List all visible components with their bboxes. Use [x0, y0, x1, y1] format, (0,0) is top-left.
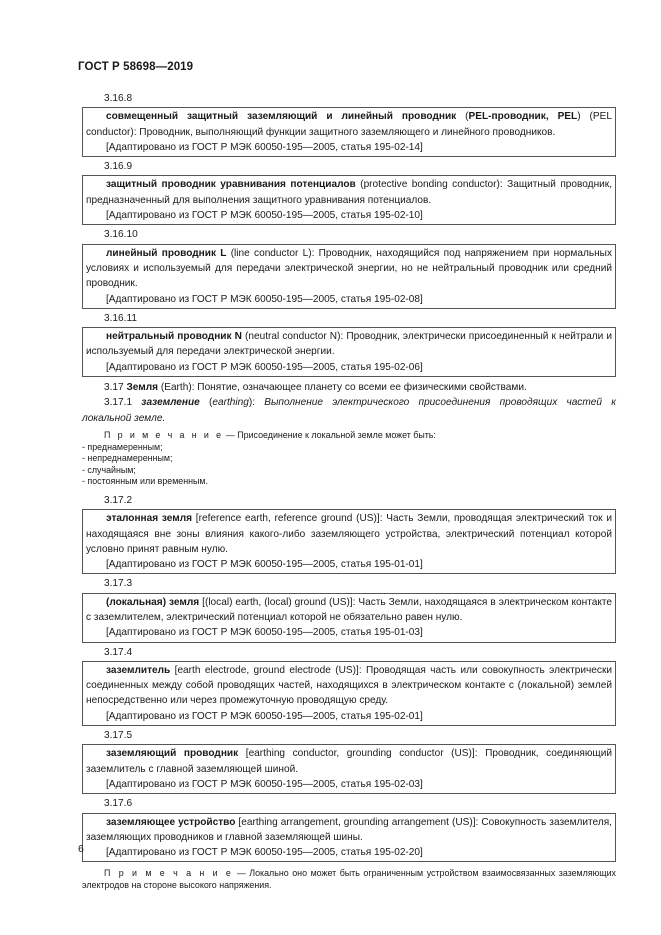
- term-text: : Проводник, соединяющий заземлитель с главной заземляющей шиной.: [86, 748, 613, 775]
- entry-number: 3.17: [104, 382, 124, 394]
- term-definition: [86, 815, 612, 846]
- list-item: - преднамеренным;: [82, 441, 163, 452]
- term-foreign: [earthing conductor, grounding conductor (US)]: [238, 748, 475, 760]
- term-source: [Адаптировано из ГОСТ Р МЭК 60050-195—2005, статья 195-02-06]: [106, 361, 423, 373]
- term-definition: [86, 177, 612, 208]
- term-name: заземляющее устройство: [106, 816, 236, 828]
- term-text: : Совокупность заземлителя, заземляющих проводников и главной заземляющей шины.: [86, 816, 612, 843]
- term-box: [82, 107, 616, 157]
- term-foreign: earthing: [212, 397, 249, 409]
- note-block: [82, 430, 616, 488]
- term-text: : Понятие, означающее планету со всеми ее физическими свойствами.: [191, 382, 527, 394]
- note-label: П р и м е ч а н и е: [104, 868, 234, 879]
- term-punct: ): [577, 111, 581, 123]
- term-name: (локальная) земля: [106, 596, 200, 608]
- term-text: : Часть Земли, проводящая электрический ток и находящаяся вне зоны влияния какого-либо заземляющего устройства, электрический потенциал которой условно принят равным нулю.: [86, 513, 612, 555]
- term-box: [82, 509, 616, 574]
- term-foreign: (line conductor L): [226, 247, 312, 259]
- page-content: [82, 89, 616, 892]
- note-text: — Присоединение к локальной земле может быть:: [223, 429, 436, 440]
- page-number: 6: [78, 843, 84, 855]
- entry-number: 3.17.4: [104, 646, 133, 658]
- term-name: эталонная земля: [106, 513, 193, 525]
- term-foreign: (Earth): [158, 382, 192, 394]
- term-source: [Адаптировано из ГОСТ Р МЭК 60050-195—2005, статья 195-02-20]: [106, 847, 423, 859]
- term-definition: [86, 663, 612, 709]
- term-name: Земля: [126, 382, 159, 394]
- entry-number: 3.16.10: [104, 229, 138, 241]
- list-item: - постоянным или временным.: [82, 476, 208, 487]
- term-abbrev: PEL-проводник, PEL: [468, 111, 578, 123]
- note-label: П р и м е ч а н и е: [104, 429, 224, 440]
- term-foreign: [earth electrode, ground electrode (US)]: [170, 664, 359, 676]
- term-definition: [86, 511, 612, 557]
- term-definition: [86, 595, 612, 626]
- term-text: : Часть Земли, находящаяся в электрическом контакте с заземлителем, электрический потенциал которой не обязательно равен нулю.: [86, 596, 612, 623]
- term-name: заземлитель: [106, 664, 171, 676]
- term-source: [Адаптировано из ГОСТ Р МЭК 60050-195—2005, статья 195-02-14]: [106, 141, 423, 153]
- note-intro: [82, 430, 616, 442]
- term-definition: [86, 746, 612, 777]
- entry-number: 3.17.3: [104, 578, 133, 590]
- term-box: [82, 661, 616, 726]
- note-list: [82, 442, 616, 488]
- note-block: [82, 868, 616, 891]
- term-foreign: [(local) earth, (local) ground (US)]: [199, 596, 353, 608]
- term-text: : Проводник, находящийся под напряжением при нормальных условиях и используемый для передачи электрической энергии, но не нейтральный проводник или средний проводник.: [86, 247, 612, 290]
- term-definition: [86, 329, 612, 360]
- term-name: линейный проводник L: [106, 247, 227, 259]
- term-source: [Адаптировано из ГОСТ Р МЭК 60050-195—2005, статья 195-01-03]: [106, 627, 423, 639]
- paragraph-3-17: [82, 380, 616, 395]
- term-source: [Адаптировано из ГОСТ Р МЭК 60050-195—2005, статья 195-01-01]: [106, 559, 423, 571]
- term-box: [82, 593, 616, 643]
- term-punct: (: [199, 397, 213, 409]
- term-box: [82, 244, 616, 309]
- term-name: заземление: [141, 397, 200, 409]
- term-text: : Проводник, выполняющий функции защитного заземляющего и линейного проводников.: [133, 126, 556, 138]
- term-text: : Проводник, электрически присоединенный к нейтрали и используемый для передачи электрической энергии.: [86, 331, 612, 358]
- term-box: [82, 813, 616, 863]
- entry-number: 3.16.8: [104, 93, 133, 104]
- term-box: [82, 744, 616, 794]
- entry-number: 3.17.1: [104, 397, 133, 409]
- document-header: ГОСТ Р 58698—2019: [78, 61, 194, 73]
- term-source: [Адаптировано из ГОСТ Р МЭК 60050-195—2005, статья 195-02-10]: [106, 210, 423, 222]
- term-foreign: [reference earth, reference ground (US)]: [192, 513, 380, 525]
- term-punct: ):: [248, 397, 265, 409]
- term-foreign: (neutral conductor N): [241, 331, 341, 343]
- term-name: заземляющий проводник: [106, 748, 239, 760]
- paragraph-3-17-1: [82, 395, 616, 426]
- term-definition: [86, 246, 612, 292]
- entry-number: 3.17.6: [104, 798, 133, 810]
- list-item: - непреднамеренным;: [82, 453, 173, 464]
- term-text: Выполнение электрического присоединения проводящих частей к локальной земле.: [82, 397, 616, 424]
- term-punct: (: [456, 111, 469, 123]
- term-name: защитный проводник уравнивания потенциалов: [106, 179, 356, 191]
- entry-number: 3.16.11: [104, 312, 137, 324]
- term-source: [Адаптировано из ГОСТ Р МЭК 60050-195—2005, статья 195-02-01]: [106, 710, 423, 722]
- term-text: : Защитный проводник, предназначенный для выполнения защитного уравнивания потенциалов.: [86, 179, 612, 206]
- term-name: совмещенный защитный заземляющий и линейный проводник: [106, 111, 457, 123]
- term-foreign: (PEL conductor): [86, 111, 612, 138]
- term-source: [Адаптировано из ГОСТ Р МЭК 60050-195—2005, статья 195-02-08]: [106, 293, 423, 305]
- entry-number: 3.17.2: [104, 494, 133, 506]
- note-intro: [82, 868, 616, 891]
- term-box: [82, 175, 616, 225]
- term-foreign: (protective bonding conductor): [355, 179, 500, 191]
- term-definition: [86, 109, 612, 140]
- list-item: - случайным;: [82, 464, 136, 475]
- term-text: : Проводящая часть или совокупность электрически соединенных между собой проводящих частей, находящихся в электрическом контакте с (локальной) землей непосредственно или через промежуточную проводящую среду.: [86, 664, 612, 707]
- entry-number: 3.16.9: [104, 161, 133, 173]
- note-text: — Локально оно может быть ограниченным устройством взаимосвязанных заземляющих электродов на стороне высокого напряжения.: [82, 868, 616, 891]
- term-name: нейтральный проводник N: [106, 331, 242, 343]
- term-box: [82, 327, 616, 377]
- entry-number: 3.17.5: [104, 730, 133, 742]
- term-foreign: [earthing arrangement, grounding arrangement (US)]: [235, 816, 476, 828]
- term-source: [Адаптировано из ГОСТ Р МЭК 60050-195—2005, статья 195-02-03]: [106, 778, 423, 790]
